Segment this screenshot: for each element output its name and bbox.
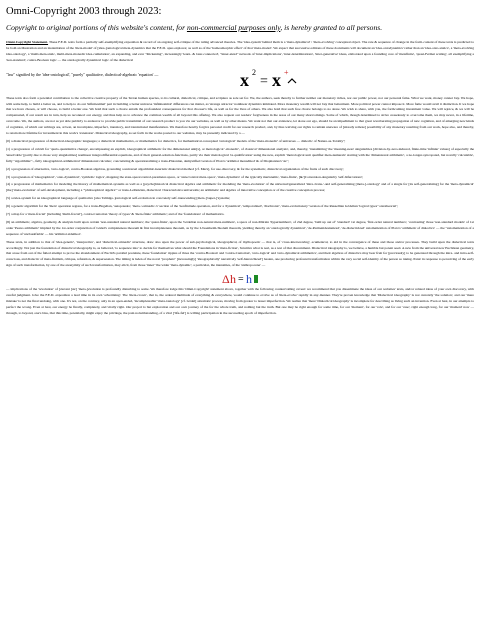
formula-lead-text: "law" signified by the 'idea-ontological', "purely" qualitative, dialectical-algebraic 'equation' — bbox=[6, 71, 159, 77]
svg-text:h: h bbox=[230, 272, 236, 286]
statement-text: These F.E.D. texts form a partially self-exemplifying exposition & record of an ongoing self-critique of the ruling advanced theories. The 'idea-system' behind them is a 'meta-dynamical' / 'meta-evolving' conceptual object. The rate & sequence of change in the form-content of these texts is predicted to be both an illustration and an instantiation of the 'meta-model' of [idea-]ontological meta-dynamics that the F.E.D. opus explores; as well as of the 'homeomorphic effect' of that 'meta-model'. We expect that successive editions of these documents will document an 'idea-ontodynamics' rather than an 'idea-onto-statics', a 'meta-evolving idea-ontology', a 'multi-meta-static, multi-meta-monadic idea-cumulation', an expanding, and ever "thickening", increasingly 'learn- & later-connected', "inner-sized" network of 'inter-implications', 'inter-determinations', 'inter-generative' ideas, elaborated upon a founding core of 'metafinite', 'quasi-Fermat scaling', all exemplifying a 'non-standard', contra-Boolean logic — the ontologically dynamical logic of the dialectical bbox=[6, 40, 474, 62]
page-title: Omni-Copyright 2003 through 2023: bbox=[6, 6, 162, 17]
formula-row bbox=[6, 66, 474, 92]
numbered-list bbox=[6, 139, 474, 238]
dq-formula-row bbox=[6, 271, 474, 285]
paragraph-3: — implications of the 'revolution' of [current [sic] 'meta-]evolution is profoundly disturbing to some. We therefore lodge this 'Omni-Copyright' statement above, together with the following countervailing caveat: we recommend that you disseminate the ideas of our websites' texts, and/or related ideas of your own discovery, with careful judgment. Give the F.E.D. exposition a lead time in its own 'advertising'. The 'meta-crown', that is, the ordered multitude of everything & everywhere, would continue to evolve as of 'meta-evolve' rapidly in any-manner. They're proven knowledge that 'Dialectical ideography' is not currently 'the solution', and our 'mere mistake' is not the final undoing, with one. It's not, on the contrary, only in an open-ended, 'incompleteable' 'meta-tautology' [cf. Gödel] axiomatic process, moving from greater to lesser imperfection. We realize that 'mere' Dialectical ideography' is incomplete for describing as living such an invention. Even at best, in our attempts to perfect the wrong. Even at best, our energy be finally, completely, and vitally right. Our project is but exploration and our own journey of the for the whole truth, and nothing but the truth. But one may be right enough for some time, for our 'moment', for our 'role', and for our 'case', right enough long, for our 'moment' now — through, to beyond, one's bias, that this time, potentially, might enjoy the privilege, the pain notwithstanding, of a vital ['life-ful'] is willing participation in the succeeding epoch of imperfection. bbox=[6, 287, 474, 315]
paragraph-1: These texts also form a potential contribution to the collective creative property of the Terran human species, to its cultural, dialectical, critique, and scripture as sole set for. We, the authors, seek thereby to further neither our monetary riches, nor our public power, nor our personal fame. What we want, money cannot buy. We hope, with some help, to build a better us, and to help to do our 'infinitesimal' part in building a better universe 'infinitesimal' differences can matter, as 'strange attractor' nonlinear dynamics intimated. More monetary wealth will not buy that betterment. More political power cannot impose it. More fame would avail it distinction. It we hope that we have chosen, or will choose, to build a better one. We hold that such a choice entails the profoundest consequences for that chooser's life, as well as for the lives of others. We also hold that such free choice belongs to no alone. We wish to share, with you, the forthcoming investment value. We will rejoice, & we will be compensated, if our result are in turn, help us reconnect our energy, and thus help us to advance the common wealth of all beyond this offering. We also request our readers' forgiveness in the areas of our many shortcomings. Some of which, though determined to strive ceaselessly to overcome them, we may never, in a lifetime, overcome. We, the authors, are not as yet able publicly to endeavor to provide public transmittal of our research product to you via our websites, as well as by other means. We want not that our existence, let alone our ego, should be an impediment to that great reverberating propagation of new cognition, and of emerging new kinds of cognition, of which our writings are, at best, an incomplete, imperfect, transitory, and translational manifestation. We therefore hereby forgive personal credit for our research product, and, by thus waiving our rights to remain unaware of [already remote] possibility of any monetary resulting from our work, hope also, and thereby, to retain more lifetime for investment in this work's 'extension'. Dialectical ideography, as set forth in the works posted to our websites, may be presently indicated by a — bbox=[6, 95, 474, 136]
delta-q-equation-image bbox=[220, 271, 260, 285]
list-item: (7) a map for a 'meta-fractal' [including 'multi-fractal'], contra-Cantorian 'theory of types' & 'meta-finite' arithmetic; and of the 'foundations' of mathematics. bbox=[6, 212, 225, 217]
subtitle-underlined: non-commercial purposes only bbox=[186, 23, 281, 32]
svg-text:x: x bbox=[240, 69, 249, 90]
list-item: (5) a rules-system for an ideographical language of qualitative [also Talmigo-]ontological self-evolution in concretely self-transcending [meta-]'super-]'systems; bbox=[6, 196, 230, 201]
subtitle-post: , is hereby granted to all persons. bbox=[280, 23, 383, 32]
list-item: (2) a progression of alternative, 'onto-logical', contra-Boolean algebras, grounding a universal algorithmic-heuristic dialectical method [cf. Marx], for use-discovery, & for the systematic, dialectical organization of the fruits of such discovery; bbox=[6, 166, 344, 171]
list-item: (6) a genetic algorithm for the 'meta' operation regress, for a trans-Hegelian, 'autopoiesis', 'meta-'-omnadic-'s' section of the 'nonfinitude operation, and for a 'dynamical', 'temporalized', 'diachronic', 'meta-evolutionary' version of the Russellian Gödelian 'logical types' 'ontotheorial'; bbox=[6, 204, 398, 209]
statement-paragraph bbox=[6, 40, 474, 64]
svg-text:+: + bbox=[284, 67, 289, 77]
paragraph-2: These texts, in addition to that of 'idea-genetic', 'interpretive', and 'dialectical-omnadic' structure, draw also upon the power of sub-psychological, ideographical, of mythopoetic — that is, of 'cross-interweaving', ecumenical, to aid in the convergence of these and those and/or processes. They build upon the dialectical texts accordingly. Not just the foundation of dialectical ideography is, as believed, 'to sequence into' to decide for themselves what should the Foundations in 'meta-fiction', 'intuitive what is real, as a test of that discernment. Dialectical ideography is, we believe, a humble but potent seed. A new from the universal new Euclidean geometry, that arose from out of the failed attempt to prove the abandonment of Euclid's parallel postulate, these 'foundation' ripples of three the 'contra-Boolean' and 'contra-Cantorian', 'onto-logical' and 'onto-dynamical arithmetics', and their algebras of dialectics may bear fruit for [previously] to be generated through the intra- and intra-self-conscious, and dialectic of meta-finitism, critique, refutation, & supersession. The timing is laden of the novel "prophets" [increasingly] 'ideographically' narratively 'self-hierarchized'] beaten, one producing profound transformation within the very social self-identity of the person so taking. Panic in response to perceiving of the early sign of such transformation, by one of the anonymity of such transformation, may elicit, from those 'inner' 'the wider 'meta-dynamic', a particular, the intensities, of the 'anthropocene' — bbox=[6, 239, 474, 268]
svg-text:h: h bbox=[246, 272, 252, 286]
svg-text:=: = bbox=[238, 274, 244, 286]
subtitle-pre: Copyright to original portions of this website's content, for bbox=[6, 23, 187, 32]
list-item: (0) a dialectical progression of dialectical-ideographic languages; a dialectical mathematics, or mathematics for dialectics, for mathematical-conceptual 'ontological' models of the 'meta-monadic' of universes — dialectic of Nature-as-Totality''; bbox=[6, 138, 346, 143]
svg-text:2: 2 bbox=[252, 67, 256, 77]
svg-text:x: x bbox=[272, 69, 281, 90]
list-item: (4) a progression of mathematics for modeling the history of mathematical-systems as well as a [psycho]historical dialectical algebra and arithmetic for modeling the 'meta-evolution' of the universal/generalized 'intra-/trans-'-and self-generalizing [meta-]-ontology' and of a single for [its self-generalizing] for the 'meta-dynamical' [the] 'meta-evolution' of self-development, including a '"philosophical algebra"' or trans-Leibnizian, dialectical 'characteristica universalis; an arithmetic and algebra of innovative conception or of the creative conception process; bbox=[6, 182, 474, 193]
statement-heading: Omni-Copyright Statement. bbox=[6, 40, 49, 44]
copyright-subtitle bbox=[6, 23, 474, 32]
svg-text:=: = bbox=[260, 73, 268, 89]
svg-text:Δ: Δ bbox=[222, 272, 230, 286]
dialectical-equation-image bbox=[238, 66, 298, 92]
list-item: (8) an arithmetic, algebra, geometry, & analysis built upon certain 'non-standard natural numbers', the 'quasi-finite', upon the 'Gödelian non-natural meta-numbers', a space of non-Mitrain 'hypernumbers', of 2nd degree, 'built up out of' 'standard' 1st degree, 'first-order natural numbers', 'contrasting' those 'non-standard models' of 1st order 'Peano arithmetic' implied by the 1st-order conjunction of Gödel's completeness theorem & first incompleteness theorem, as by the Löwenheim-Skolem theorem, yielding thereby an 'ontologically dynamical', 'de-Parmenidesianized', 'de-dialecticized' axiomatization of Plato's 'arithmetic of dialectics' — the ''axiomatization of a sequence of 'unclassifiable' — his 'arithmoi eidetikoi'. bbox=[6, 219, 474, 236]
list-item: (1) a progression of calculi for 'qualo-quantitative change', encompassing an explicit, ideographical arithmetic for the dimensional unit[s], or metrological '‐monadic', of classical 'dimensional analysis', and, thereby, 'transmitting' the 'meaning-ness' singularities [division-by-zero-induced, finite-time 'infinite' values] of especially the 'unsolvable' [partly due to those very singularities] nonlinear integrodifferential equations, and of their general-solution-functions, partly via their metrological 're-qualification' using the new, explicit 'metrological unit qualifier meta-numerals' starting with the 'dimensional arithmetic', a no-longer-syncopated, but novelly 'calculable', fully "algorithmic"-, fully ideographical-arithmetical 'dimensional calculus', concretizing & operationalizing a trans-Platonian, demystified version of Plato's 'arithmoi monadikoi' & of Diophantus's 'sic'; bbox=[6, 146, 474, 163]
document-page bbox=[6, 6, 474, 634]
list-item: (3) a progression of 'ideographical', 'onto-dynamical', 'symbolic logics', mapping the state-space/control-parameter-space, or 'state/control meta-space', 'meta-dynamics' of the typically meristemic, 'meta-finite', [&/]Conversion-singularity 'self-bifurcations'; bbox=[6, 174, 364, 179]
